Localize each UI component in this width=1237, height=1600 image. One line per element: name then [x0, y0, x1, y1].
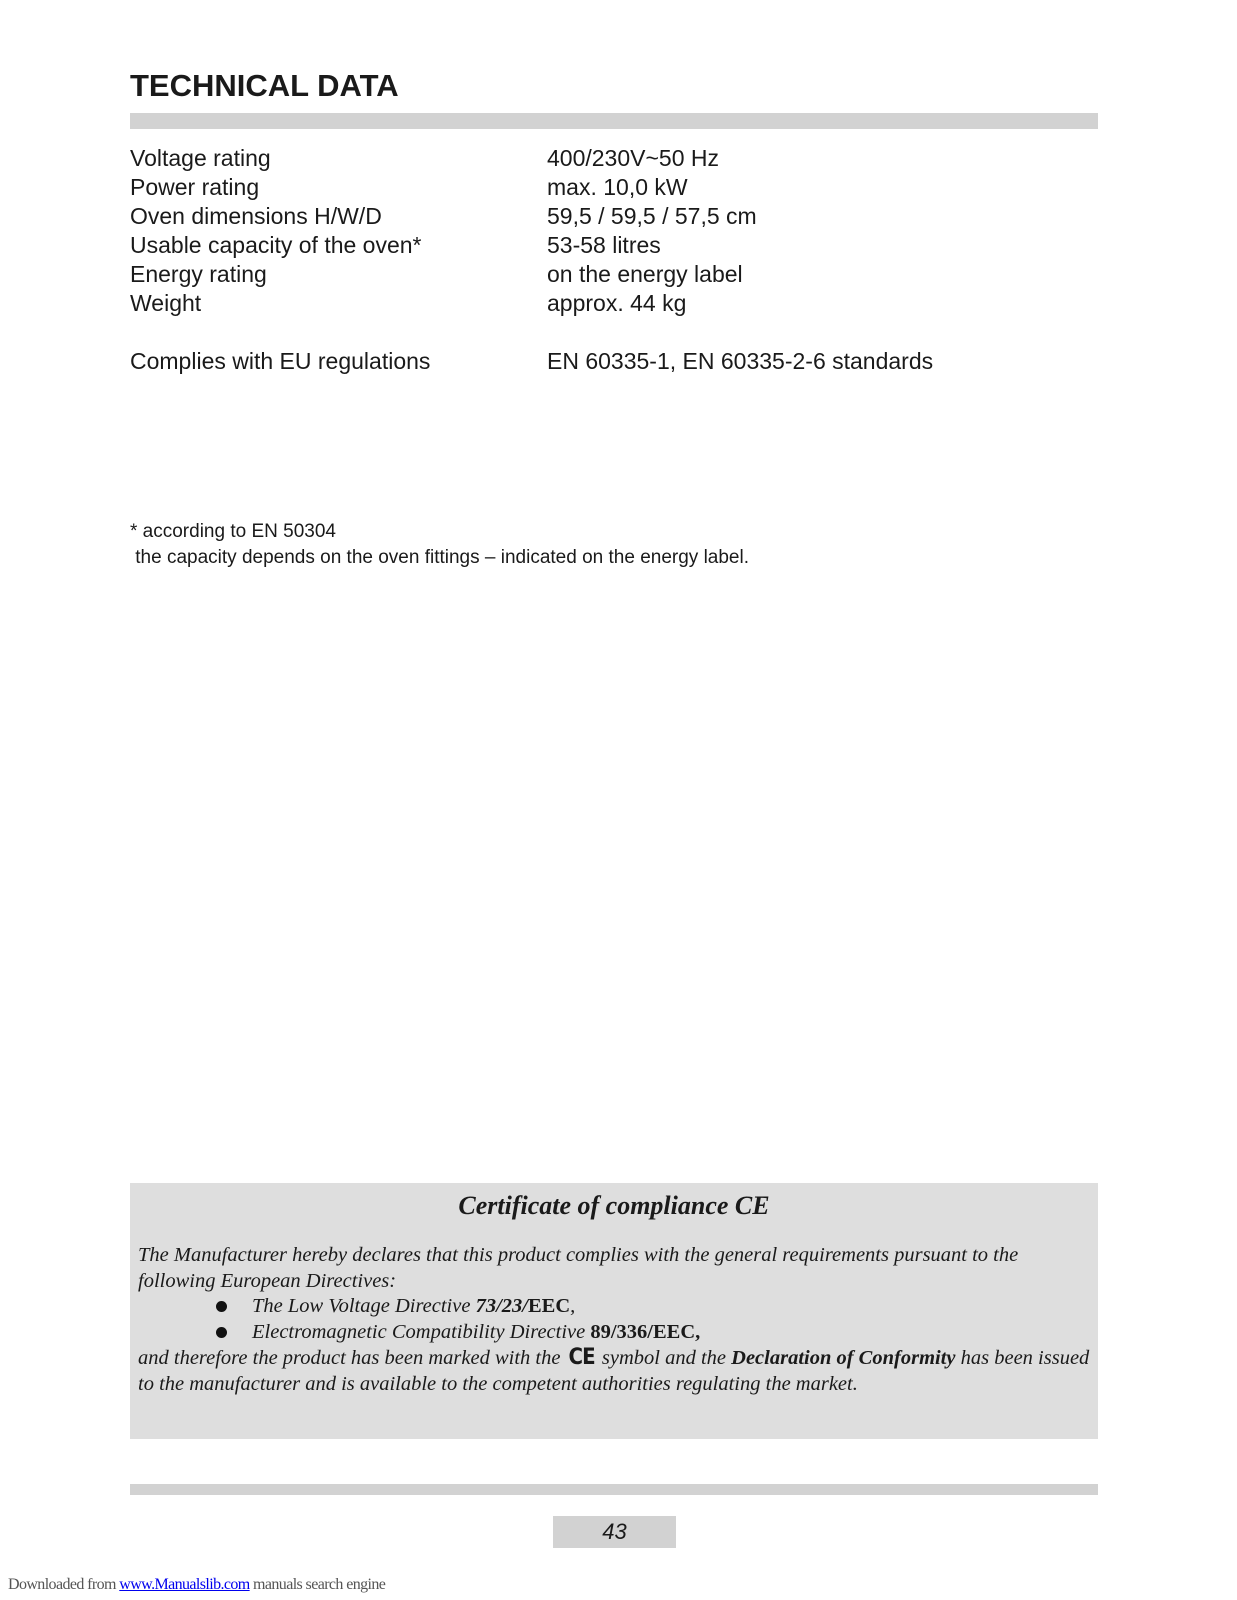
spec-value: on the energy label [547, 261, 743, 287]
spec-value: EN 60335-1, EN 60335-2-6 standards [547, 348, 934, 374]
directive-item [138, 1320, 1090, 1346]
footnote-line: the capacity depends on the oven fittings – indicated on the energy label. [130, 547, 749, 568]
capacity-footnote [130, 519, 749, 571]
directive-list [138, 1294, 1090, 1345]
spec-label: Weight [130, 290, 202, 316]
directive-code: 73/23/ [475, 1295, 528, 1317]
certificate-intro: The Manufacturer hereby declares that this product complies with the general requirements pursuant to the following European Directives: [138, 1244, 1019, 1292]
directive-item [138, 1294, 1090, 1320]
directive-punct: , [570, 1295, 576, 1317]
footer-divider [130, 1484, 1098, 1495]
footnote-line: * according to EN 50304 [130, 521, 336, 542]
closing-text: and therefore the product has been marked with the [138, 1347, 566, 1369]
spec-value: approx. 44 kg [547, 290, 687, 316]
spec-value: max. 10,0 kW [547, 174, 688, 200]
ce-mark-icon: CE [568, 1345, 595, 1370]
page-number: 43 [553, 1516, 676, 1548]
spec-label: Power rating [130, 174, 260, 200]
page-title: TECHNICAL DATA [130, 68, 399, 103]
download-footer [8, 1576, 385, 1594]
spec-row-energy [130, 260, 1090, 289]
bullet-icon [216, 1301, 227, 1312]
spec-value: 400/230V~50 Hz [547, 145, 719, 171]
download-suffix: manuals search engine [249, 1576, 386, 1593]
certificate-closing [138, 1345, 1090, 1397]
spec-label: Usable capacity of the oven* [130, 232, 422, 258]
spec-label: Complies with EU regulations [130, 348, 431, 374]
spec-label: Energy rating [130, 261, 267, 287]
header-divider [130, 113, 1098, 129]
spec-value: 59,5 / 59,5 / 57,5 cm [547, 203, 757, 229]
spec-table [130, 144, 1090, 376]
spec-row-dimensions [130, 202, 1090, 231]
spec-label: Oven dimensions H/W/D [130, 203, 382, 229]
directive-code: 89/336/EEC, [590, 1320, 701, 1343]
spec-row-capacity [130, 231, 1090, 260]
spec-label: Voltage rating [130, 145, 271, 171]
closing-text: has been issued to the manufacturer and is available to the competent authorities regulating the market. [138, 1347, 1090, 1395]
spec-row-compliance [130, 347, 1090, 376]
certificate-title: Certificate of compliance CE [458, 1191, 770, 1220]
spec-row-power [130, 173, 1090, 202]
declaration-of-conformity: Declaration of Conformity [731, 1347, 956, 1369]
download-prefix: Downloaded from [8, 1576, 120, 1593]
directive-text: Electromagnetic Compatibility Directive [252, 1320, 591, 1343]
spec-row-voltage [130, 144, 1090, 173]
closing-text: symbol and the [596, 1347, 732, 1369]
ce-certificate-box [130, 1183, 1098, 1439]
directive-code-suffix: EEC [527, 1295, 571, 1317]
spec-value: 53-58 litres [547, 232, 661, 258]
bullet-icon [216, 1327, 227, 1338]
spec-row-weight [130, 289, 1090, 318]
manualslib-link[interactable]: www.Manualslib.com [119, 1576, 250, 1593]
directive-text: The Low Voltage Directive [252, 1295, 476, 1317]
